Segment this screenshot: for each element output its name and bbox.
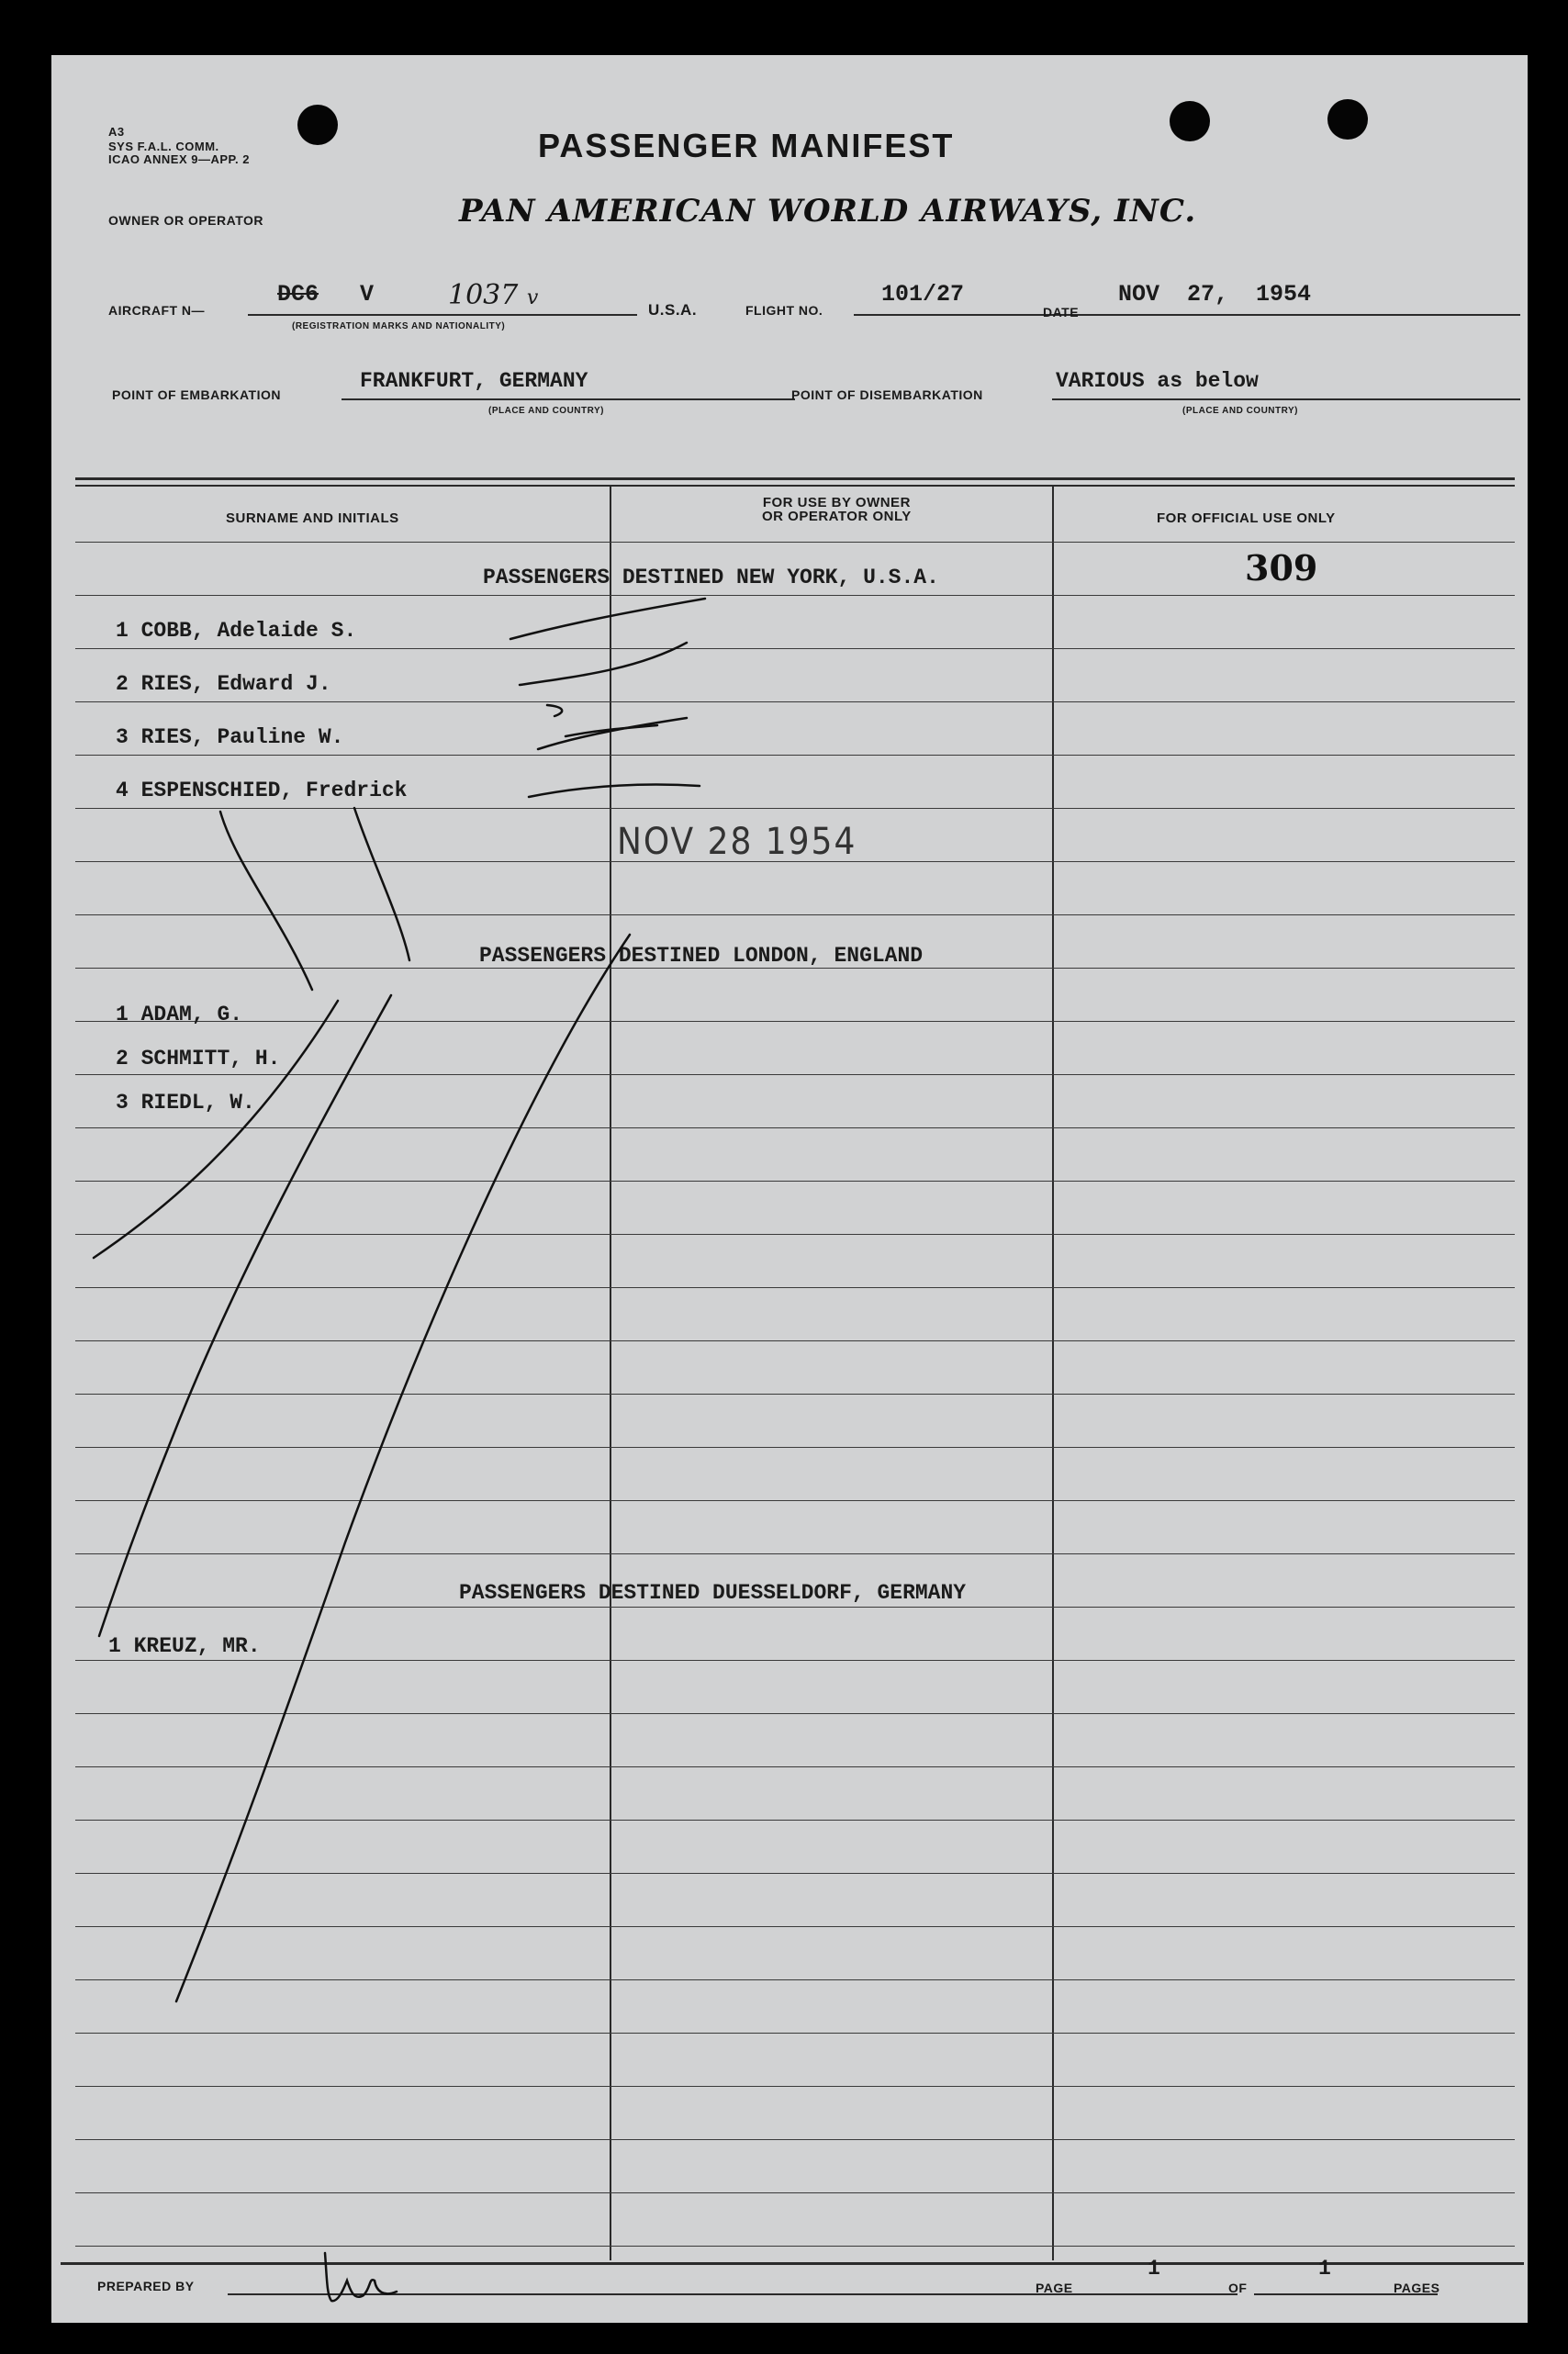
form-reference-line: SYS F.A.L. COMM. (108, 140, 219, 153)
passenger-name: COBB, Adelaide S. (140, 619, 357, 643)
passenger-number: 1 (116, 619, 129, 643)
of-label: OF (1228, 2281, 1248, 2295)
form-reference-line: A3 (108, 125, 125, 139)
passenger-name: SCHMITT, H. (140, 1047, 281, 1071)
manifest-sheet (51, 55, 1528, 2323)
passenger-name: RIEDL, W. (140, 1091, 255, 1115)
passenger-number: 1 (116, 1003, 129, 1026)
column-header-owner-line: OR OPERATOR ONLY (762, 509, 912, 524)
passenger-number: 4 (116, 779, 129, 802)
usa-label: U.S.A. (648, 301, 698, 319)
flight-label: FLIGHT NO. (745, 303, 823, 318)
official-number: 309 (1245, 547, 1318, 588)
column-header-owner-line: FOR USE BY OWNER (762, 495, 911, 510)
group-heading-new-york: PASSENGERS DESTINED NEW YORK, U.S.A. (483, 566, 939, 589)
passenger-number: 3 (116, 1091, 129, 1115)
page-label: PAGE (1036, 2281, 1073, 2295)
check-mark (510, 599, 705, 639)
flight-value: 101/27 (881, 281, 965, 308)
owner-label: OWNER OR OPERATOR (108, 213, 263, 228)
aircraft-handwritten: 1037 v (448, 279, 539, 311)
page-value: 1 (1148, 2257, 1160, 2281)
aircraft-value: V (360, 281, 375, 308)
form-reference-line: ICAO ANNEX 9—APP. 2 (108, 152, 250, 166)
check-mark (538, 718, 687, 749)
group-heading-london: PASSENGERS DESTINED LONDON, ENGLAND (479, 944, 924, 968)
column-header-surname: SURNAME AND INITIALS (226, 510, 399, 526)
pages-label: PAGES (1394, 2281, 1440, 2295)
prepared-by-label: PREPARED BY (97, 2279, 195, 2293)
diagonal-strike (354, 808, 409, 960)
pen-marks (51, 55, 1528, 2323)
diagonal-strike (94, 1001, 338, 1258)
registration-caption: (REGISTRATION MARKS AND NATIONALITY) (292, 321, 506, 331)
date-label: DATE (1043, 305, 1080, 319)
diagonal-strike (220, 812, 312, 990)
aircraft-struck-text: DC6 (277, 281, 319, 308)
disembarkation-caption: (PLACE AND COUNTRY) (1182, 406, 1298, 416)
page-title: PASSENGER MANIFEST (538, 127, 955, 164)
check-mark (547, 705, 562, 716)
check-mark (520, 643, 687, 685)
passenger-name: RIES, Pauline W. (140, 725, 344, 749)
aircraft-label: AIRCRAFT N— (108, 303, 206, 318)
passenger-name: KREUZ, MR. (133, 1634, 261, 1658)
column-header-official: FOR OFFICIAL USE ONLY (1157, 510, 1336, 526)
of-value: 1 (1318, 2257, 1331, 2281)
embarkation-label: POINT OF EMBARKATION (112, 387, 281, 402)
passenger-number: 2 (116, 1047, 129, 1071)
date-value: NOV 27, 1954 (1118, 281, 1312, 308)
passenger-name: ESPENSCHIED, Fredrick (140, 779, 408, 802)
passenger-number: 3 (116, 725, 129, 749)
embarkation-caption: (PLACE AND COUNTRY) (488, 406, 604, 416)
check-mark (529, 785, 700, 798)
passenger-name: RIES, Edward J. (140, 672, 331, 696)
passenger-number: 2 (116, 672, 129, 696)
diagonal-strike (176, 935, 630, 2001)
passenger-number: 1 (108, 1634, 121, 1658)
owner-value: PAN AMERICAN WORLD AIRWAYS, INC. (459, 193, 1197, 230)
embarkation-value: FRANKFURT, GERMANY (360, 369, 588, 393)
signature-mark (325, 2253, 397, 2301)
passenger-name: ADAM, G. (140, 1003, 243, 1026)
disembarkation-value: VARIOUS as below (1056, 369, 1259, 393)
group-heading-duesseldorf: PASSENGERS DESTINED DUESSELDORF, GERMANY (459, 1581, 967, 1605)
disembarkation-label: POINT OF DISEMBARKATION (791, 387, 983, 402)
received-date-stamp: NOV 28 1954 (617, 821, 857, 863)
